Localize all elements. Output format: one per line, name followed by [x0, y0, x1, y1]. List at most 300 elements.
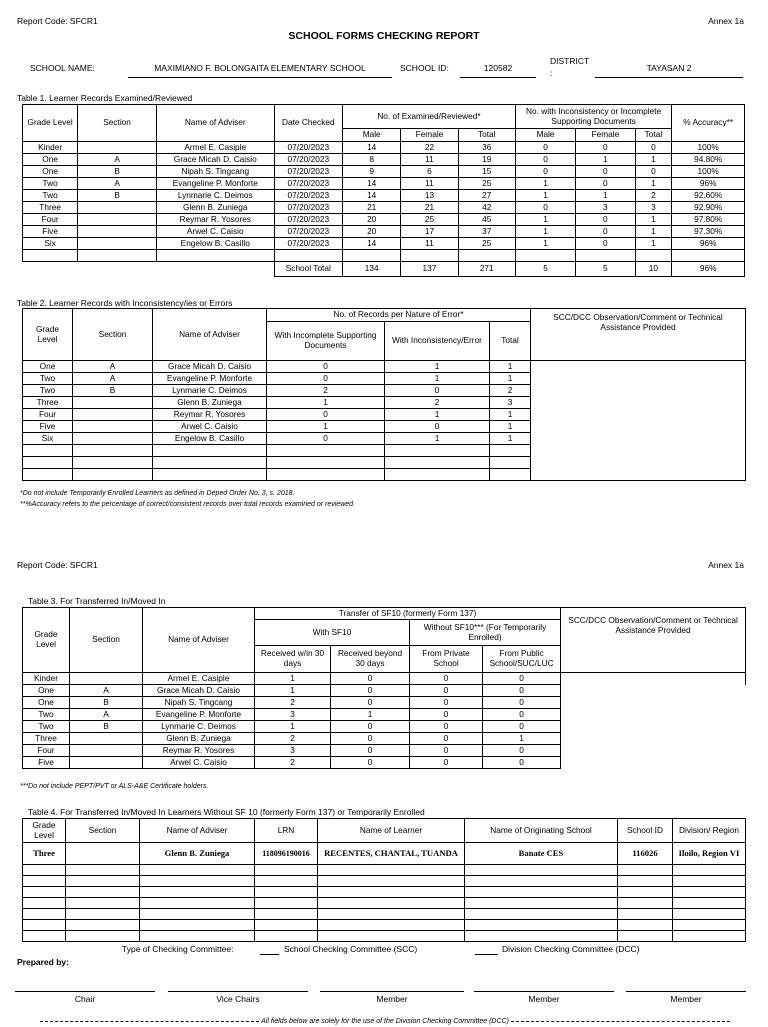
table-cell	[78, 142, 157, 154]
table-cell: Two	[23, 721, 70, 733]
table-cell[interactable]	[23, 865, 66, 876]
signature-line-member[interactable]	[626, 991, 746, 992]
table-row	[23, 142, 745, 154]
observation-cell	[561, 733, 746, 745]
table-cell: 0	[331, 685, 410, 697]
t4-cell	[66, 843, 140, 865]
table-cell: A	[73, 361, 153, 373]
observation-cell	[531, 373, 746, 385]
table-cell[interactable]	[318, 909, 465, 920]
signature-line-chair[interactable]	[15, 991, 155, 992]
table-cell: One	[23, 154, 78, 166]
table-cell: 11	[401, 178, 458, 190]
table-cell: One	[23, 166, 78, 178]
t1-date-header: Date Checked	[274, 105, 343, 142]
table-cell: 9	[343, 166, 401, 178]
table-cell: 1	[267, 397, 385, 409]
table-cell: 0	[410, 745, 483, 757]
table-cell: 2	[267, 385, 385, 397]
table-row	[23, 721, 746, 733]
table-cell: 3	[635, 202, 672, 214]
table-cell	[78, 226, 157, 238]
observation-cell	[531, 421, 746, 433]
table-cell	[73, 397, 153, 409]
table-cell: Reymar R. Yosores	[143, 745, 255, 757]
table-cell	[153, 469, 267, 481]
t2-observation-header: SCC/DCC Observation/Comment or Technical Assistance Provided	[531, 309, 746, 361]
table-cell: 0	[331, 757, 410, 769]
table-cell: 0	[483, 697, 561, 709]
table-row	[23, 361, 746, 373]
dcc-only-note: All fields below are solely for the use of the Division Checking Committee (DCC)	[261, 1017, 509, 1025]
table-cell: 0	[410, 709, 483, 721]
t2-nature-header: No. of Records per Nature of Error*	[267, 309, 531, 322]
table-cell: 0	[331, 673, 410, 685]
t3-grade-header: Grade Level	[23, 608, 70, 673]
table-cell: 1	[635, 226, 672, 238]
table-cell: 45	[458, 214, 515, 226]
table-cell[interactable]	[618, 920, 673, 931]
table-cell: B	[78, 166, 157, 178]
table-cell: Glenn B. Zuniega	[156, 202, 274, 214]
table-row	[23, 757, 746, 769]
table-cell[interactable]	[318, 931, 465, 942]
table-cell: 07/20/2023	[274, 202, 343, 214]
table-cell: 96%	[672, 238, 745, 250]
table-cell[interactable]	[618, 865, 673, 876]
table-cell	[23, 445, 73, 457]
table-row	[23, 469, 746, 481]
table-cell: Five	[23, 226, 78, 238]
table-cell: 1	[255, 721, 331, 733]
table-cell[interactable]	[140, 887, 255, 898]
table-cell	[153, 457, 267, 469]
table-cell[interactable]	[618, 887, 673, 898]
table-cell: Two	[23, 373, 73, 385]
table-cell	[385, 457, 490, 469]
t1-total-cell: 96%	[672, 262, 745, 277]
table-cell: One	[23, 697, 70, 709]
table-cell: 2	[255, 733, 331, 745]
table-cell: 0	[331, 721, 410, 733]
table1	[22, 104, 745, 277]
table-cell[interactable]	[673, 898, 746, 909]
table-cell	[73, 445, 153, 457]
table-cell: 1	[635, 214, 672, 226]
table-cell: 07/20/2023	[274, 154, 343, 166]
observation-cell	[561, 721, 746, 733]
table-cell[interactable]	[618, 931, 673, 942]
table-cell	[385, 445, 490, 457]
table-cell: 0	[331, 745, 410, 757]
table-cell: 1	[385, 433, 490, 445]
t3-public-header: From Public School/SUC/LUC	[483, 646, 561, 673]
table-cell: 07/20/2023	[274, 142, 343, 154]
table-cell[interactable]	[255, 876, 318, 887]
table-cell: 0	[483, 685, 561, 697]
page2-annex-label: Annex 1a	[708, 560, 744, 570]
t1-section-header: Section	[78, 105, 157, 142]
table-cell: A	[70, 685, 143, 697]
table-cell[interactable]	[66, 865, 140, 876]
table-cell: 1	[385, 409, 490, 421]
table-cell: Two	[23, 178, 78, 190]
table-cell: 0	[483, 709, 561, 721]
table-cell: 22	[401, 142, 458, 154]
t1-adviser-header: Name of Adviser	[156, 105, 274, 142]
table-cell[interactable]	[23, 876, 66, 887]
table-cell: Arwel C. Caisio	[153, 421, 267, 433]
t1-total-cell: 271	[458, 262, 515, 277]
table-cell	[78, 238, 157, 250]
table-cell: Four	[23, 745, 70, 757]
dcc-only-divider	[40, 1015, 730, 1027]
table-cell	[490, 469, 531, 481]
table-cell: B	[73, 385, 153, 397]
table-row	[23, 445, 746, 457]
table-row	[23, 409, 746, 421]
table-cell[interactable]	[23, 931, 66, 942]
table-cell: Engelow B. Casillo	[156, 238, 274, 250]
table-cell[interactable]	[318, 865, 465, 876]
t2-adviser-header: Name of Adviser	[153, 309, 267, 361]
table-cell: Nipah S. Tingcang	[156, 166, 274, 178]
table-cell	[23, 469, 73, 481]
table-cell: 0	[576, 226, 635, 238]
table-cell	[78, 214, 157, 226]
table-cell: 0	[515, 154, 575, 166]
t4-origin-header: Name of Originating School	[465, 819, 618, 843]
table4-caption: Table 4. For Transferred In/Moved In Learners Without SF 10 (formerly Form 137) or Temporarily Enrolled	[28, 807, 425, 817]
table-cell[interactable]	[140, 909, 255, 920]
table-cell	[73, 457, 153, 469]
scc-checkbox-line[interactable]	[260, 954, 279, 955]
table-cell[interactable]	[465, 898, 618, 909]
table-cell: 92.90%	[672, 202, 745, 214]
table-cell: 0	[515, 202, 575, 214]
page-title: SCHOOL FORMS CHECKING REPORT	[288, 30, 480, 42]
table-cell: 27	[458, 190, 515, 202]
table-row	[23, 887, 746, 898]
t1-female-header: Female	[401, 129, 458, 142]
table-cell[interactable]	[318, 876, 465, 887]
observation-cell	[531, 433, 746, 445]
table-cell[interactable]	[673, 931, 746, 942]
t3-observation-header: SCC/DCC Observation/Comment or Technical Assistance Provided	[561, 608, 746, 673]
table-cell: Evangeline P. Monforte	[143, 709, 255, 721]
t1-male2-header: Male	[515, 129, 575, 142]
table-row	[23, 733, 746, 745]
table-row	[23, 909, 746, 920]
table-cell: 92.60%	[672, 190, 745, 202]
table-cell: Three	[23, 202, 78, 214]
table-cell: Three	[23, 733, 70, 745]
table-row	[23, 154, 745, 166]
t1-male-header: Male	[343, 129, 401, 142]
table-row	[23, 898, 746, 909]
table-cell: Four	[23, 409, 73, 421]
table-cell: 11	[401, 154, 458, 166]
table-cell: 07/20/2023	[274, 238, 343, 250]
table-cell[interactable]	[255, 909, 318, 920]
table-cell: 1	[576, 154, 635, 166]
table-cell: 0	[410, 733, 483, 745]
table-cell: 3	[576, 202, 635, 214]
t1-total2-header: Total	[635, 129, 672, 142]
table-cell: 07/20/2023	[274, 178, 343, 190]
table-cell[interactable]	[318, 920, 465, 931]
signature-line-vice-chairs[interactable]	[168, 991, 308, 992]
table-row	[23, 166, 745, 178]
table-cell: 0	[576, 166, 635, 178]
table-cell[interactable]	[23, 887, 66, 898]
t2-total-header: Total	[490, 322, 531, 361]
signature-role: Member	[528, 994, 560, 1004]
t1-inconsistency-header: No. with Inconsistency or Incomplete Supporting Documents	[515, 105, 671, 129]
table-cell: Kinder	[23, 673, 70, 685]
table-cell: 1	[255, 685, 331, 697]
table-cell: Five	[23, 757, 70, 769]
table-cell	[267, 445, 385, 457]
table-cell	[23, 250, 78, 262]
table-cell[interactable]	[66, 898, 140, 909]
table-row	[23, 709, 746, 721]
table-cell: Grace Micah D. Caisio	[143, 685, 255, 697]
table-cell: 14	[343, 142, 401, 154]
t1-total-cell: 137	[401, 262, 458, 277]
table-cell[interactable]	[66, 876, 140, 887]
observation-cell	[531, 397, 746, 409]
table-cell: 0	[267, 373, 385, 385]
table-cell: 1	[515, 190, 575, 202]
table-cell[interactable]	[673, 920, 746, 931]
table-cell[interactable]	[23, 909, 66, 920]
table-row	[23, 397, 746, 409]
table-cell[interactable]	[255, 920, 318, 931]
table-cell[interactable]	[465, 876, 618, 887]
t2-incomplete-header: With Incomplete Supporting Documents	[267, 322, 385, 361]
t2-inconsistency-header: With Inconsistency/Error	[385, 322, 490, 361]
table-cell: 94.80%	[672, 154, 745, 166]
table-cell[interactable]	[465, 931, 618, 942]
t3-without-sf10-header: Without SF10*** (For Temporarily Enrolled)	[410, 620, 561, 646]
table-cell: Lynmarie C. Deimos	[153, 385, 267, 397]
table-cell: 1	[576, 190, 635, 202]
table-cell: 1	[331, 709, 410, 721]
table-cell	[73, 421, 153, 433]
t4-cell: 116026	[618, 843, 673, 865]
t4-school-id-header: School ID	[618, 819, 673, 843]
table-row	[23, 457, 746, 469]
table-cell	[490, 445, 531, 457]
table-cell: Glenn B. Zuniega	[153, 397, 267, 409]
table-row	[23, 685, 746, 697]
observation-cell	[561, 745, 746, 757]
observation-cell	[561, 709, 746, 721]
table-cell[interactable]	[255, 887, 318, 898]
table-cell[interactable]	[618, 876, 673, 887]
table-cell[interactable]	[673, 887, 746, 898]
table-cell: 0	[483, 721, 561, 733]
table-cell[interactable]	[66, 920, 140, 931]
table-cell: Two	[23, 190, 78, 202]
table-cell: 0	[410, 757, 483, 769]
table-cell: 0	[331, 697, 410, 709]
table-cell[interactable]	[465, 865, 618, 876]
table-cell	[490, 457, 531, 469]
table-cell: 11	[401, 238, 458, 250]
table-cell[interactable]	[255, 898, 318, 909]
table-cell	[401, 250, 458, 262]
signature-line-member[interactable]	[320, 991, 464, 992]
table-cell[interactable]	[673, 876, 746, 887]
scc-label: School Checking Committee (SCC)	[284, 944, 418, 954]
table-cell: 21	[343, 202, 401, 214]
t3-within-header: Received w/in 30 days	[255, 646, 331, 673]
table1-caption: Table 1. Learner Records Examined/Reviewed	[17, 93, 193, 103]
table-cell[interactable]	[255, 931, 318, 942]
table-cell: 0	[410, 697, 483, 709]
table-cell: A	[78, 178, 157, 190]
table-cell: 13	[401, 190, 458, 202]
table-cell: 97.80%	[672, 214, 745, 226]
table-cell: Arwel C. Caisio	[156, 226, 274, 238]
table-cell: 07/20/2023	[274, 214, 343, 226]
table2-caption: Table 2. Learner Records with Inconsistency/ies or Errors	[17, 298, 233, 308]
table-cell: 0	[267, 361, 385, 373]
table-cell[interactable]	[140, 898, 255, 909]
table-cell: 1	[515, 214, 575, 226]
dcc-checkbox-line[interactable]	[475, 954, 498, 955]
t4-cell: Iloilo, Region VI	[673, 843, 746, 865]
observation-cell	[531, 385, 746, 397]
table-cell[interactable]	[140, 920, 255, 931]
table-cell: 37	[458, 226, 515, 238]
table-cell[interactable]	[23, 898, 66, 909]
table-cell[interactable]	[140, 931, 255, 942]
table-cell: 2	[255, 697, 331, 709]
table-cell: 3	[255, 745, 331, 757]
table-cell: 07/20/2023	[274, 226, 343, 238]
table-row	[23, 214, 745, 226]
table-cell: B	[78, 190, 157, 202]
table-cell: 21	[401, 202, 458, 214]
table-cell: Reymar R. Yosores	[153, 409, 267, 421]
table-cell: Nipah S. Tingcang	[143, 697, 255, 709]
table-cell[interactable]	[618, 898, 673, 909]
table-cell[interactable]	[673, 909, 746, 920]
table-cell: Arwel C. Caisio	[143, 757, 255, 769]
table-cell: B	[70, 721, 143, 733]
table-cell[interactable]	[618, 909, 673, 920]
table-cell	[153, 445, 267, 457]
table-cell: Glenn B. Zuniega	[143, 733, 255, 745]
t2-section-header: Section	[73, 309, 153, 361]
table-cell: 97.30%	[672, 226, 745, 238]
table-cell: 1	[490, 373, 531, 385]
table-cell: 1	[255, 673, 331, 685]
table-cell: Two	[23, 709, 70, 721]
table-cell: 0	[331, 733, 410, 745]
table-cell[interactable]	[465, 887, 618, 898]
table-cell: 0	[385, 421, 490, 433]
table-cell: 100%	[672, 142, 745, 154]
table-cell: 36	[458, 142, 515, 154]
table-cell[interactable]	[66, 909, 140, 920]
table-cell	[73, 469, 153, 481]
table-cell: 20	[343, 226, 401, 238]
table-cell	[274, 250, 343, 262]
annex-label: Annex 1a	[708, 16, 744, 26]
t4-section-header: Section	[66, 819, 140, 843]
table-row	[23, 226, 745, 238]
school-id-value: 120582	[460, 63, 536, 78]
signature-line-member[interactable]	[474, 991, 614, 992]
table-cell[interactable]	[140, 865, 255, 876]
table-row	[23, 931, 746, 942]
dcc-label: Division Checking Committee (DCC)	[502, 944, 640, 954]
table-cell: 0	[576, 142, 635, 154]
table-cell	[70, 733, 143, 745]
table2-note-1: *Do not include Temporarily Enrolled Learners as defined in Deped Order No. 3, s. 2018.	[20, 490, 295, 497]
table-cell	[23, 457, 73, 469]
table-cell: 25	[458, 238, 515, 250]
observation-cell	[561, 673, 746, 685]
table-cell[interactable]	[66, 887, 140, 898]
signature-role: Vice Chairs	[216, 994, 260, 1004]
table-cell[interactable]	[140, 876, 255, 887]
table-cell[interactable]	[318, 887, 465, 898]
table-cell: Evangeline P. Monforte	[153, 373, 267, 385]
table2-note-2: **%Accuracy refers to the percentage of correct/consistent records over total records examined or reviewed.	[20, 501, 355, 508]
table-cell[interactable]	[66, 931, 140, 942]
table-cell	[343, 250, 401, 262]
table-cell: A	[78, 154, 157, 166]
table-row	[23, 920, 746, 931]
t4-cell: 118096190016	[255, 843, 318, 865]
observation-cell	[531, 445, 746, 457]
table-cell: 0	[576, 178, 635, 190]
table-cell: 1	[635, 154, 672, 166]
table-cell: Evangeline P. Monforte	[156, 178, 274, 190]
table-cell: 0	[483, 745, 561, 757]
table-cell[interactable]	[465, 920, 618, 931]
table-cell[interactable]	[255, 865, 318, 876]
observation-cell	[561, 697, 746, 709]
table-cell[interactable]	[465, 909, 618, 920]
t4-cell: Banate CES	[465, 843, 618, 865]
table-cell: Grace Micah D. Caisio	[153, 361, 267, 373]
observation-cell	[531, 361, 746, 373]
table-cell: 0	[635, 166, 672, 178]
table-cell	[78, 202, 157, 214]
observation-cell	[531, 457, 746, 469]
table-cell: 07/20/2023	[274, 190, 343, 202]
table-cell[interactable]	[318, 898, 465, 909]
t1-total-label: School Total	[274, 262, 343, 277]
table-cell: 0	[267, 409, 385, 421]
table-cell	[73, 409, 153, 421]
table-cell: 1	[515, 226, 575, 238]
table3-caption: Table 3. For Transferred In/Moved In	[28, 596, 166, 606]
table-cell[interactable]	[23, 920, 66, 931]
table-cell[interactable]	[673, 865, 746, 876]
table-cell: 0	[515, 142, 575, 154]
table-cell: Engelow B. Casillo	[153, 433, 267, 445]
table-cell	[70, 745, 143, 757]
t3-adviser-header: Name of Adviser	[143, 608, 255, 673]
table-cell	[78, 250, 157, 262]
